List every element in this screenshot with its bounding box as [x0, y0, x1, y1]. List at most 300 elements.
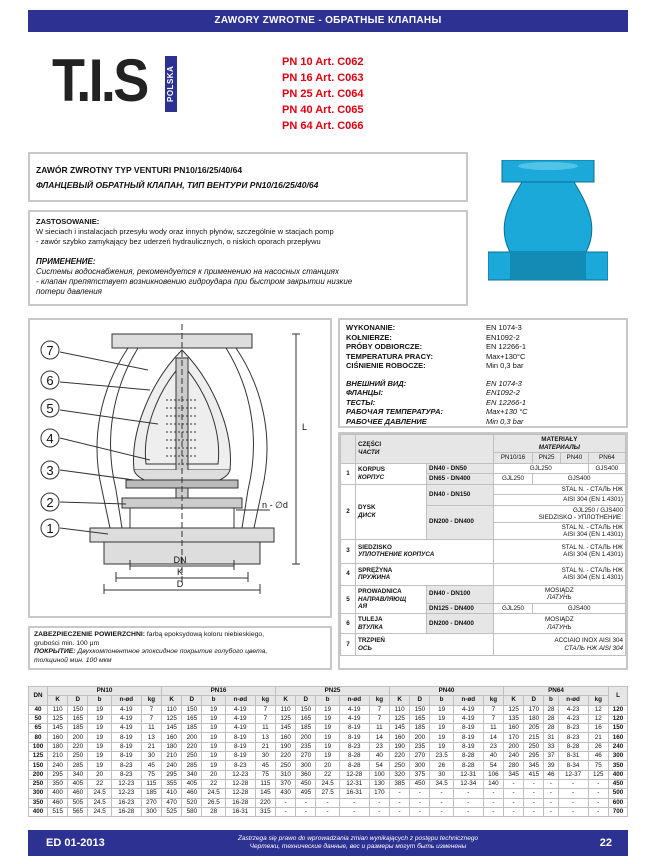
- table-cell: 20: [88, 770, 111, 779]
- table-row: [29, 779, 628, 788]
- table-cell: 350: [609, 761, 628, 770]
- table-cell: 345: [504, 770, 524, 779]
- table-cell: 4-19: [225, 714, 255, 723]
- table-cell: 375: [410, 770, 430, 779]
- table-cell: 120: [609, 705, 628, 714]
- spec-key: TEMPERATURA PRACY:: [346, 351, 433, 361]
- table-cell: 8-28: [339, 761, 369, 770]
- table-cell: 26: [430, 761, 453, 770]
- article-item: PN 16 Art. C063: [282, 72, 364, 84]
- spec-value: EN 1074-3: [486, 323, 522, 332]
- part-number: 5: [341, 585, 356, 614]
- size-range: DN125 - DN400: [427, 603, 494, 614]
- table-cell: -: [316, 807, 339, 816]
- table-cell: 400: [609, 770, 628, 779]
- table-cell: 360: [296, 770, 316, 779]
- table-cell: 23: [483, 742, 503, 751]
- table-cell: 16-31: [225, 807, 255, 816]
- table-cell: 19: [202, 705, 225, 714]
- article-item: PN 25 Art. C064: [282, 88, 364, 100]
- table-cell: 12-23: [111, 779, 141, 788]
- table-cell: 20: [202, 770, 225, 779]
- table-cell: 4-19: [339, 714, 369, 723]
- table-cell: 185: [68, 724, 88, 733]
- dims-subheader: D: [68, 696, 88, 705]
- dims-subheader: D: [524, 696, 544, 705]
- table-cell: 7: [141, 705, 161, 714]
- spec-row: [346, 407, 620, 417]
- table-cell: 125: [162, 714, 182, 723]
- table-cell: -: [339, 807, 369, 816]
- dim-k: K: [176, 567, 184, 577]
- table-cell: 40: [483, 752, 503, 761]
- table-cell: 185: [296, 724, 316, 733]
- table-cell: 280: [504, 761, 524, 770]
- table-cell: 22: [88, 779, 111, 788]
- table-cell: 23: [369, 742, 389, 751]
- dims-subheader: b: [88, 696, 111, 705]
- table-cell: 170: [504, 733, 524, 742]
- table-cell: 340: [68, 770, 88, 779]
- table-cell: 165: [410, 714, 430, 723]
- part-name-ru: ДИСК: [358, 511, 376, 519]
- table-cell: 185: [182, 724, 202, 733]
- part-name-ru: УПЛОТНЕНИЕ КОРПУСА: [358, 551, 435, 558]
- dims-subheader: K: [162, 696, 182, 705]
- table-cell: 200: [68, 733, 88, 742]
- table-cell: 8-28: [453, 761, 483, 770]
- table-cell: 300: [296, 761, 316, 770]
- table-cell: 100: [369, 770, 389, 779]
- table-cell: 250: [390, 761, 410, 770]
- part-number: 4: [341, 563, 356, 585]
- table-cell: 24.5: [88, 798, 111, 807]
- table-cell: 405: [182, 779, 202, 788]
- table-cell: 4-23: [558, 705, 588, 714]
- dims-subheader: K: [48, 696, 68, 705]
- table-cell: 310: [276, 770, 296, 779]
- table-cell: 160: [162, 733, 182, 742]
- protection-panel: [28, 626, 332, 670]
- table-cell: 19: [202, 742, 225, 751]
- material-value: MOSIĄDZ: [545, 616, 574, 623]
- table-cell: 11: [255, 724, 275, 733]
- title-ru: ФЛАНЦЕВЫЙ ОБРАТНЫЙ КЛАПАН, ТИП ВЕНТУРИ PN10/16/25/40/64: [36, 180, 319, 190]
- table-cell: -: [483, 798, 503, 807]
- table-cell: -: [339, 798, 369, 807]
- table-cell: 170: [524, 705, 544, 714]
- spec-key: CIŚNIENIE ROBOCZE:: [346, 361, 426, 370]
- table-cell: 100: [29, 742, 48, 751]
- table-cell: 37: [544, 752, 558, 761]
- application-text: Системы водоснабжения, рекомендуется к применению на насосных станциях: [36, 267, 339, 276]
- table-cell: 75: [588, 761, 608, 770]
- table-cell: 12-34: [453, 779, 483, 788]
- table-cell: 8-19: [453, 742, 483, 751]
- spec-row: [346, 379, 620, 389]
- material-value: STAL N. - СТАЛЬ НЖ: [493, 484, 625, 495]
- part-name-pl: TRZPIEŃ: [358, 637, 385, 644]
- title-pl: ZAWÓR ZWROTNY TYP VENTURI PN10/16/25/40/64: [36, 165, 243, 175]
- table-cell: 220: [182, 742, 202, 751]
- table-cell: 450: [410, 779, 430, 788]
- table-cell: 340: [182, 770, 202, 779]
- dims-subheader: b: [316, 696, 339, 705]
- table-cell: 200: [410, 733, 430, 742]
- table-cell: 120: [609, 714, 628, 723]
- table-cell: 4-19: [225, 724, 255, 733]
- table-cell: -: [453, 789, 483, 798]
- table-cell: 40: [369, 752, 389, 761]
- part-number: 1: [341, 463, 356, 484]
- valve-illustration: [488, 160, 608, 284]
- table-cell: 580: [182, 807, 202, 816]
- table-cell: 295: [162, 770, 182, 779]
- table-cell: 19: [202, 733, 225, 742]
- table-cell: 24.5: [88, 789, 111, 798]
- table-cell: 12-31: [453, 770, 483, 779]
- spec-value: Min 0,3 bar: [486, 416, 524, 426]
- table-cell: 75: [141, 770, 161, 779]
- table-cell: 125: [276, 714, 296, 723]
- application-text: W sieciach i instalacjach przesyłu wody oraz innych płynów, szczególnie w stacjach pomp: [36, 227, 334, 236]
- table-cell: 400: [29, 807, 48, 816]
- size-range: DN200 - DN400: [427, 614, 494, 634]
- spec-row: [346, 417, 620, 427]
- spec-key: KOŁNIERZE:: [346, 332, 392, 342]
- spec-row: [346, 333, 620, 343]
- table-cell: 350: [29, 798, 48, 807]
- table-row: [29, 752, 628, 761]
- table-cell: 7: [483, 705, 503, 714]
- table-cell: -: [544, 798, 558, 807]
- material-value: STAL N. - СТАЛЬ НЖ: [561, 543, 623, 551]
- footer-note: [148, 835, 568, 851]
- part-name-ru: КОРПУС: [358, 473, 385, 481]
- table-cell: 210: [162, 752, 182, 761]
- material-value: СТАЛЬ НЖ AISI 304: [564, 644, 623, 652]
- table-cell: 19: [88, 705, 111, 714]
- spec-key: WYKONANIE:: [346, 323, 396, 332]
- table-cell: -: [524, 798, 544, 807]
- table-cell: 21: [588, 733, 608, 742]
- table-cell: 16-23: [111, 798, 141, 807]
- table-cell: 270: [296, 752, 316, 761]
- table-cell: 4-19: [111, 705, 141, 714]
- table-cell: 250: [29, 779, 48, 788]
- spec-value: EN1092-2: [486, 332, 520, 342]
- dims-subheader: b: [430, 696, 453, 705]
- size-range: DN65 - DN400: [427, 474, 494, 485]
- table-cell: 106: [483, 770, 503, 779]
- dims-subheader: kg: [141, 696, 161, 705]
- spec-row: [346, 398, 620, 408]
- spec-value: EN 1074-3: [486, 378, 522, 388]
- table-cell: 16-31: [339, 789, 369, 798]
- table-cell: -: [588, 798, 608, 807]
- table-cell: 600: [609, 798, 628, 807]
- logo-polska-label: POLSKA: [165, 56, 177, 112]
- spec-key: PRÓBY ODBIORCZE:: [346, 342, 423, 351]
- table-cell: 250: [276, 761, 296, 770]
- material-value: ЛАТУНЬ: [547, 623, 572, 631]
- table-cell: 520: [182, 798, 202, 807]
- sectional-drawing: [30, 320, 330, 616]
- table-cell: 54: [483, 761, 503, 770]
- table-cell: 270: [410, 752, 430, 761]
- dims-subheader: n-ød: [111, 696, 141, 705]
- size-range: DN40 - DN150: [427, 484, 494, 505]
- table-cell: 19: [202, 724, 225, 733]
- table-cell: 28: [202, 807, 225, 816]
- table-cell: 8-23: [111, 770, 141, 779]
- callout-1: 1: [46, 521, 54, 536]
- footer-note-pl: Zastrzega się prawo do wprowadzania zmian wynikających z postępu technicznego: [237, 835, 479, 842]
- table-cell: 235: [410, 742, 430, 751]
- table-cell: 160: [276, 733, 296, 742]
- table-cell: 12-37: [558, 770, 588, 779]
- table-cell: 19: [430, 705, 453, 714]
- protection-text-pl: farbą epoksydową koloru niebieskiego,: [145, 631, 265, 638]
- table-cell: 19: [202, 714, 225, 723]
- table-cell: 39: [544, 761, 558, 770]
- table-cell: 75: [255, 770, 275, 779]
- size-range: DN40 - DN100: [427, 585, 494, 603]
- material-value: AISI 304 (EN 1.4301): [493, 495, 625, 506]
- table-cell: 700: [609, 807, 628, 816]
- table-cell: 19: [316, 742, 339, 751]
- table-cell: 285: [68, 761, 88, 770]
- pn-column: PN25: [533, 453, 561, 464]
- table-cell: 270: [141, 798, 161, 807]
- table-cell: 28: [544, 705, 558, 714]
- material-value: AISI 304 (EN 1.4301): [563, 551, 623, 558]
- table-cell: -: [504, 789, 524, 798]
- dims-subheader: kg: [255, 696, 275, 705]
- table-cell: -: [483, 807, 503, 816]
- table-cell: 12-23: [225, 770, 255, 779]
- table-cell: 16-28: [225, 798, 255, 807]
- materials-table: [340, 434, 626, 656]
- callout-3: 3: [46, 463, 54, 478]
- table-cell: 19: [88, 742, 111, 751]
- dims-subheader: K: [390, 696, 410, 705]
- table-cell: 12-28: [339, 770, 369, 779]
- table-cell: 115: [141, 779, 161, 788]
- table-cell: -: [524, 807, 544, 816]
- material-value: STAL N. - СТАЛЬ НЖ: [561, 523, 623, 531]
- table-row: [29, 761, 628, 770]
- table-cell: 565: [68, 807, 88, 816]
- table-cell: 110: [390, 705, 410, 714]
- part-name-pl: KORPUS: [358, 466, 385, 473]
- application-heading-pl: ZASTOSOWANIE:: [36, 217, 100, 226]
- part-number: 7: [341, 634, 356, 656]
- table-cell: 54: [369, 761, 389, 770]
- table-cell: 8-19: [453, 724, 483, 733]
- table-cell: 355: [162, 779, 182, 788]
- callout-4: 4: [46, 431, 54, 446]
- table-cell: 4-19: [225, 705, 255, 714]
- table-cell: 16: [588, 724, 608, 733]
- table-cell: 24.5: [88, 807, 111, 816]
- spec-value: EN1092-2: [486, 388, 520, 397]
- table-cell: 525: [162, 807, 182, 816]
- callout-6: 6: [46, 373, 54, 388]
- spec-key: ВНЕШНИЙ ВИД:: [346, 378, 407, 388]
- table-row: [29, 724, 628, 733]
- table-cell: 150: [609, 724, 628, 733]
- table-cell: 19: [430, 733, 453, 742]
- table-cell: -: [390, 807, 410, 816]
- table-cell: -: [504, 779, 524, 788]
- table-cell: -: [453, 798, 483, 807]
- table-cell: 8-28: [558, 742, 588, 751]
- table-cell: 460: [68, 789, 88, 798]
- logo-text: T.I.S: [52, 47, 147, 114]
- part-name-pl: DYSK: [358, 504, 376, 511]
- material-value: GJL250: [493, 603, 533, 614]
- table-cell: -: [410, 789, 430, 798]
- table-cell: 345: [524, 761, 544, 770]
- table-cell: 12-28: [225, 789, 255, 798]
- table-cell: -: [558, 807, 588, 816]
- pn-group-header: PN10: [48, 687, 162, 696]
- table-cell: 125: [390, 714, 410, 723]
- table-cell: 350: [48, 779, 68, 788]
- table-cell: 495: [296, 789, 316, 798]
- table-cell: 13: [255, 733, 275, 742]
- l-header: L: [609, 687, 628, 706]
- table-cell: 8-23: [558, 733, 588, 742]
- table-cell: 110: [48, 705, 68, 714]
- table-cell: -: [544, 789, 558, 798]
- table-cell: 30: [430, 770, 453, 779]
- table-cell: 8-19: [225, 742, 255, 751]
- title-panel: [28, 152, 468, 202]
- table-cell: 240: [609, 742, 628, 751]
- table-cell: 21: [255, 742, 275, 751]
- callout-2: 2: [46, 495, 54, 510]
- application-text: - zawór szybko zamykający bez uderzeń hydraulicznych, o niskich oporach przepływu: [36, 237, 321, 246]
- table-cell: 450: [609, 779, 628, 788]
- table-cell: 8-19: [111, 752, 141, 761]
- table-cell: 19: [430, 714, 453, 723]
- application-text: потери давления: [36, 287, 102, 296]
- table-cell: 11: [141, 724, 161, 733]
- table-cell: 8-23: [225, 761, 255, 770]
- table-cell: 19: [202, 761, 225, 770]
- table-cell: 295: [48, 770, 68, 779]
- table-cell: -: [588, 807, 608, 816]
- pn-column: PN64: [588, 453, 625, 464]
- table-cell: 8-19: [339, 724, 369, 733]
- table-cell: 180: [524, 714, 544, 723]
- table-cell: 200: [29, 770, 48, 779]
- table-cell: -: [276, 798, 296, 807]
- table-cell: 170: [369, 789, 389, 798]
- table-cell: 4-19: [111, 724, 141, 733]
- table-cell: 19: [88, 733, 111, 742]
- table-cell: 135: [504, 714, 524, 723]
- page-number: 22: [599, 837, 612, 849]
- material-value: GJL250: [493, 463, 588, 474]
- table-cell: 500: [609, 789, 628, 798]
- part-name-ru: ОСЬ: [358, 644, 372, 652]
- table-cell: 140: [483, 779, 503, 788]
- table-cell: 8-19: [453, 733, 483, 742]
- table-cell: -: [276, 807, 296, 816]
- table-cell: 8-23: [111, 761, 141, 770]
- table-cell: 205: [524, 724, 544, 733]
- article-list: [282, 54, 364, 134]
- table-cell: 19: [88, 724, 111, 733]
- table-cell: -: [588, 779, 608, 788]
- table-cell: 8-23: [339, 742, 369, 751]
- table-cell: 150: [29, 761, 48, 770]
- table-cell: 130: [369, 779, 389, 788]
- table-cell: 7: [369, 714, 389, 723]
- table-cell: 125: [29, 752, 48, 761]
- tis-logo: [52, 48, 192, 118]
- table-cell: 240: [162, 761, 182, 770]
- table-cell: -: [504, 807, 524, 816]
- table-cell: 125: [48, 714, 68, 723]
- table-cell: 145: [48, 724, 68, 733]
- table-row: [29, 770, 628, 779]
- table-cell: 19: [88, 714, 111, 723]
- table-cell: 27.5: [316, 789, 339, 798]
- table-cell: 150: [182, 705, 202, 714]
- table-cell: 11: [369, 724, 389, 733]
- pn-column: PN10/16: [493, 453, 533, 464]
- dimensions-table: [28, 686, 628, 817]
- materials-panel: [338, 432, 628, 670]
- spec-value: EN 12266-1: [486, 342, 527, 351]
- table-cell: 150: [410, 705, 430, 714]
- part-number: 3: [341, 539, 356, 563]
- table-cell: 110: [162, 705, 182, 714]
- table-row: [29, 742, 628, 751]
- table-cell: 250: [182, 752, 202, 761]
- table-cell: -: [296, 807, 316, 816]
- table-cell: 180: [48, 742, 68, 751]
- table-cell: 30: [141, 752, 161, 761]
- dim-l: L: [302, 422, 308, 432]
- table-cell: 450: [296, 779, 316, 788]
- dn-header: DN: [29, 687, 48, 706]
- table-cell: 22: [316, 770, 339, 779]
- table-cell: 145: [390, 724, 410, 733]
- material-value: AISI 304 (EN 1.4301): [563, 574, 623, 581]
- article-item: PN 64 Art. C066: [282, 120, 364, 132]
- table-cell: 210: [48, 752, 68, 761]
- table-cell: -: [410, 798, 430, 807]
- table-cell: 470: [162, 798, 182, 807]
- header-bar: ZAWORY ZWROTNE - ОБРАТНЫЕ КЛАПАНЫ: [28, 10, 628, 32]
- table-cell: 220: [255, 798, 275, 807]
- dim-d: D: [176, 579, 184, 589]
- table-cell: 19: [88, 752, 111, 761]
- table-cell: 4-19: [339, 705, 369, 714]
- table-cell: 33: [544, 742, 558, 751]
- dims-subheader: n-ød: [225, 696, 255, 705]
- dims-subheader: n-ød: [558, 696, 588, 705]
- table-row: [29, 798, 628, 807]
- spec-key: РАБОЧЕЕ ДАВЛЕНИЕ: [346, 416, 427, 426]
- table-cell: 165: [68, 714, 88, 723]
- table-cell: 8-19: [339, 733, 369, 742]
